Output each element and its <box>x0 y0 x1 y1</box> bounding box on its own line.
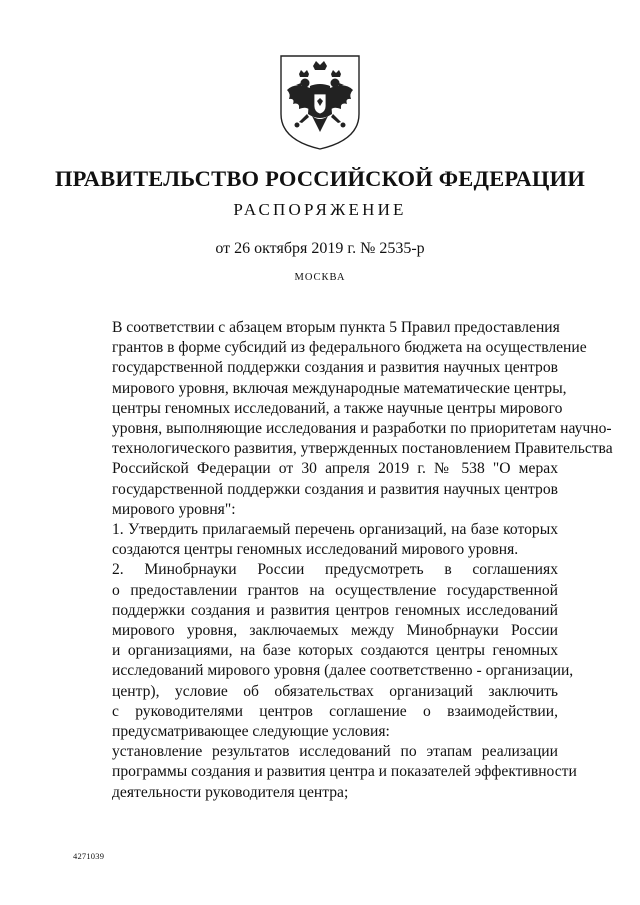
text-line: государственной поддержки создания и развития научных центров <box>112 480 558 498</box>
paragraph-item-1 <box>72 520 558 560</box>
coat-of-arms-emblem <box>277 52 363 152</box>
text-line: В соответствии с абзацем вторым пункта 5 Правил предоставления <box>112 319 560 336</box>
text-line: центр), условие об обязательствах организаций заключить <box>112 682 558 700</box>
text-line: о предоставлении грантов на осуществление государственной <box>112 581 558 599</box>
document-code: 4271039 <box>73 851 105 861</box>
document-type: РАСПОРЯЖЕНИЕ <box>233 200 407 219</box>
text-line: с руководителями центров соглашение о взаимодействии, <box>112 702 558 720</box>
document-city: МОСКВА <box>294 272 346 283</box>
text-line: мирового уровня, включая международные математические центры, <box>112 379 567 397</box>
text-line: поддержки создания и развития центров геномных исследований <box>112 601 558 619</box>
text-line: предусматривающее следующие условия: <box>112 723 390 741</box>
text-line: грантов в форме субсидий из федерального бюджета на осуществление <box>112 339 587 357</box>
text-line: 2. Минобрнауки России предусмотреть в соглашениях <box>112 561 558 579</box>
text-line: Российской Федерации от 30 апреля 2019 г. № 538 "О мерах <box>112 460 558 478</box>
paragraph-condition <box>72 742 577 803</box>
text-line: исследований мирового уровня (далее соответственно - организации, <box>112 662 574 680</box>
text-line: и организациями, на базе которых создаются центры геномных <box>112 642 558 660</box>
document-date-number: от 26 октября 2019 г. № 2535-р <box>215 240 425 257</box>
text-line: установление результатов исследований по этапам реализации <box>112 743 558 761</box>
text-line: центры геномных исследований, а также научные центры мирового <box>112 399 563 417</box>
text-line: уровня, выполняющие исследования и разработки по приоритетам научно- <box>112 420 612 438</box>
paragraph-preamble <box>72 318 613 520</box>
text-line: деятельности руководителя центра; <box>112 783 349 801</box>
double-headed-eagle-icon <box>277 52 363 152</box>
text-line: создаются центры геномных исследований мирового уровня. <box>112 541 519 559</box>
government-title: ПРАВИТЕЛЬСТВО РОССИЙСКОЙ ФЕДЕРАЦИИ <box>54 166 586 191</box>
text-line: 1. Утвердить прилагаемый перечень организаций, на базе которых <box>112 521 558 539</box>
text-line: технологического развития, утвержденных постановлением Правительства <box>112 440 613 458</box>
paragraph-item-2 <box>72 560 574 742</box>
text-line: мирового уровня": <box>112 500 236 518</box>
text-line: программы создания и развития центра и показателей эффективности <box>112 763 577 781</box>
text-line: государственной поддержки создания и развития научных центров <box>112 359 558 377</box>
text-line: мирового уровня, заключаемых между Минобрнауки России <box>112 622 558 640</box>
document-body <box>72 318 613 803</box>
